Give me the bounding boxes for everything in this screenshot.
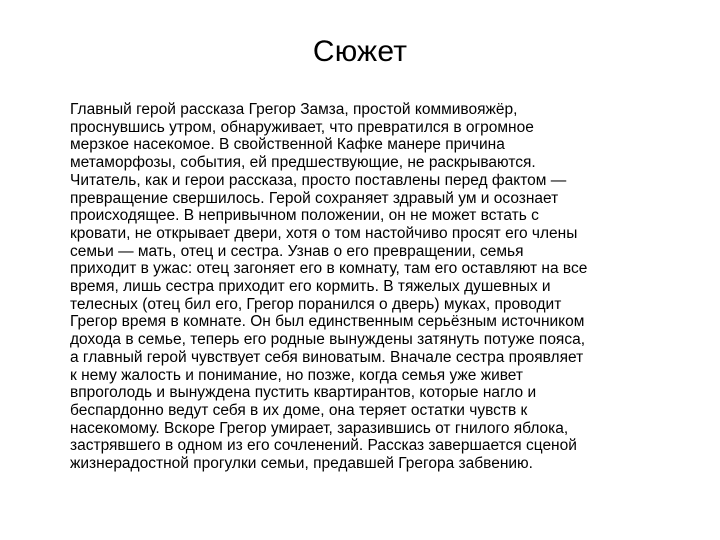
slide-title: Сюжет <box>312 35 408 68</box>
slide-body-text: Главный герой рассказа Грегор Замза, простой коммивояжёр, проснувшись утром, обнаруживает, что превратился в огромное мерзкое насекомое. В свойственной Кафке манере причина метаморфозы, события, ей предшествующие, не раскрываются. Читатель, как и герои рассказа, просто поставлены перед фактом — превращение свершилось. Герой сохраняет здравый ум и осознает происходящее. В непривычном положении, он не может встать с кровати, не открывает двери, хотя о том настойчиво просят его члены семьи — мать, отец и сестра. Узнав о его превращении, семья приходит в ужас: отец загоняет его в комнату, там его оставляют на все время, лишь сестра приходит его кормить. В тяжелых душевных и телесных (отец бил его, Грегор поранился о дверь) муках, проводит Грегор время в комнате. Он был единственным серьёзным источником дохода в семье, теперь его родные вынуждены затянуть потуже пояса, а главный герой чувствует себя виноватым. Вначале сестра проявляет к нему жалость и понимание, но позже, когда семья уже живет впроголодь и вынуждена пустить квартирантов, которые нагло и беспардонно ведут себя в их доме, она теряет остатки чувств к насекомому. Вскоре Грегор умирает, заразившись от гнилого яблока, застрявшего в одном из его сочленений. Рассказ завершается сценой жизнерадостной прогулки семьи, предавшей Грегора забвению. <box>70 101 588 473</box>
